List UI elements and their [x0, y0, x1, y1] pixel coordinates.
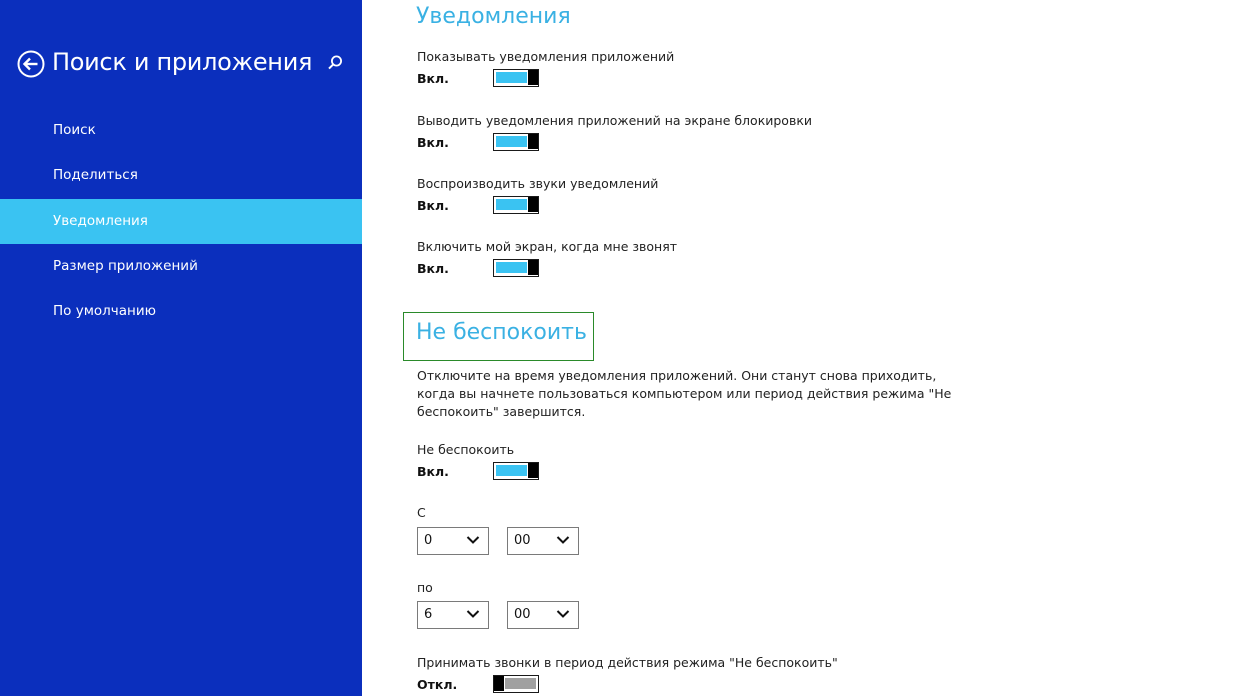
- sidebar-item-defaults[interactable]: По умолчанию: [53, 303, 156, 319]
- sidebar: [0, 0, 362, 696]
- toggle-knob: [528, 197, 538, 212]
- toggle-knob: [528, 134, 538, 149]
- dnd-toggle-state: Вкл.: [417, 464, 449, 479]
- sidebar-item-share[interactable]: Поделиться: [53, 167, 138, 183]
- toggle-knob: [528, 260, 538, 275]
- search-icon[interactable]: [326, 54, 344, 72]
- setting-state-wake-on-call: Вкл.: [417, 261, 449, 276]
- toggle-fill: [496, 465, 527, 476]
- toggle-fill: [496, 72, 527, 83]
- from-minute-value: 00: [514, 533, 531, 548]
- from-label: С: [417, 505, 426, 520]
- chevron-down-icon: [556, 535, 570, 545]
- setting-label-notification-sounds: Воспроизводить звуки уведомлений: [417, 176, 659, 191]
- toggle-fill: [496, 199, 527, 210]
- sidebar-item-search[interactable]: Поиск: [53, 122, 96, 138]
- toggle-knob: [528, 463, 538, 478]
- dnd-description: Отключите на время уведомления приложений. Они станут снова приходить, когда вы начнете пользоваться компьютером или период действия режима "Не беспокоить" завершится.: [417, 368, 952, 419]
- toggle-knob: [528, 70, 538, 85]
- toggle-wake-on-call[interactable]: [493, 259, 539, 277]
- toggle-calls-during-dnd[interactable]: [493, 675, 539, 693]
- to-label: по: [417, 580, 433, 595]
- sidebar-item-notifications[interactable]: Уведомления: [0, 199, 362, 244]
- setting-state-lock-screen-notifications: Вкл.: [417, 135, 449, 150]
- toggle-fill: [496, 136, 527, 147]
- sidebar-item-app-sizes[interactable]: Размер приложений: [53, 258, 198, 274]
- toggle-lock-screen-notifications[interactable]: [493, 133, 539, 151]
- toggle-notification-sounds[interactable]: [493, 196, 539, 214]
- back-arrow-icon[interactable]: [17, 50, 45, 78]
- toggle-knob: [494, 676, 504, 691]
- setting-label-lock-screen-notifications: Выводить уведомления приложений на экране блокировки: [417, 113, 812, 128]
- setting-state-notification-sounds: Вкл.: [417, 198, 449, 213]
- dnd-toggle-label: Не беспокоить: [417, 442, 515, 457]
- toggle-fill: [505, 678, 536, 689]
- from-hour-select[interactable]: [417, 527, 489, 555]
- sidebar-title: Поиск и приложения: [52, 48, 313, 76]
- chevron-down-icon: [466, 535, 480, 545]
- chevron-down-icon: [556, 609, 570, 619]
- setting-state-show-app-notifications: Вкл.: [417, 71, 449, 86]
- setting-label-wake-on-call: Включить мой экран, когда мне звонят: [417, 239, 678, 254]
- toggle-fill: [496, 262, 527, 273]
- toggle-do-not-disturb[interactable]: [493, 462, 539, 480]
- from-minute-select[interactable]: [507, 527, 579, 555]
- toggle-show-app-notifications[interactable]: [493, 69, 539, 87]
- to-hour-value: 6: [424, 607, 433, 622]
- notifications-heading: Уведомления: [416, 4, 571, 29]
- dnd-heading: Не беспокоить: [416, 320, 587, 345]
- from-hour-value: 0: [424, 533, 433, 548]
- calls-during-dnd-state: Откл.: [417, 677, 458, 692]
- calls-during-dnd-label: Принимать звонки в период действия режима "Не беспокоить": [417, 655, 838, 670]
- to-hour-select[interactable]: [417, 601, 489, 629]
- to-minute-select[interactable]: [507, 601, 579, 629]
- setting-label-show-app-notifications: Показывать уведомления приложений: [417, 49, 675, 64]
- chevron-down-icon: [466, 609, 480, 619]
- to-minute-value: 00: [514, 607, 531, 622]
